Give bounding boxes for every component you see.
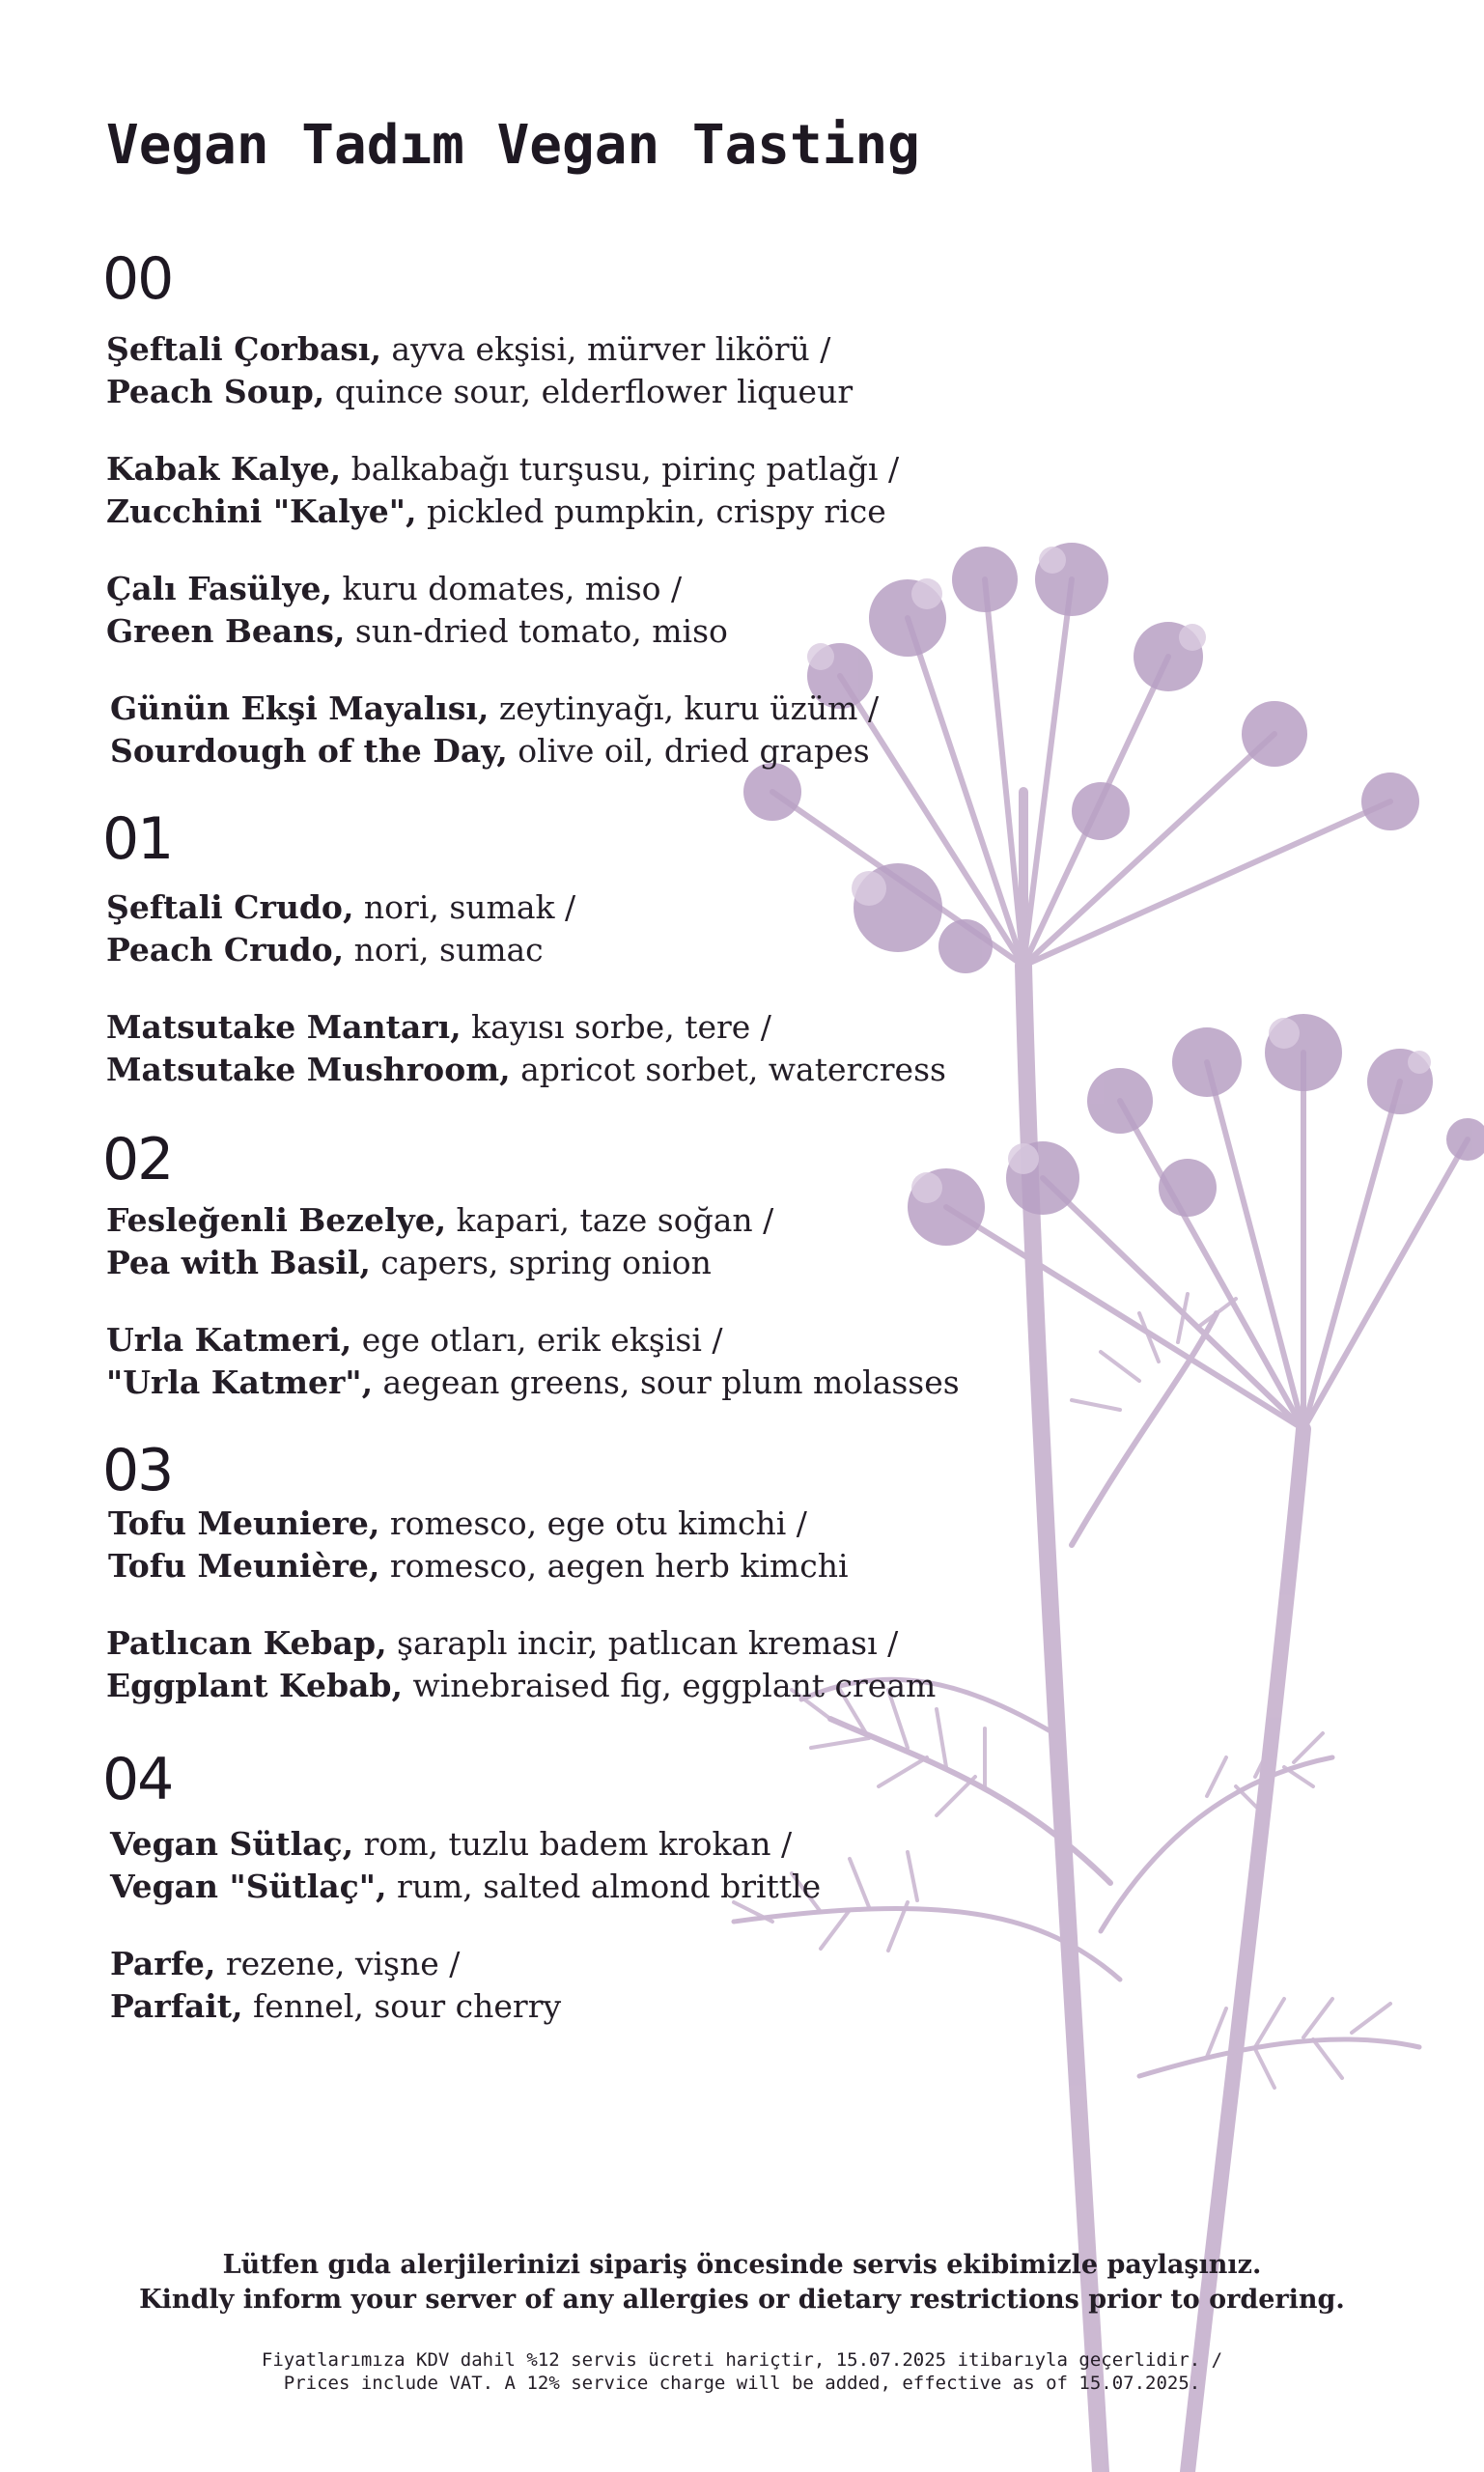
dish-line-en	[106, 610, 728, 653]
dish-name-tr: Günün Ekşi Mayalısı,	[110, 689, 490, 727]
course-number-00: 00	[102, 245, 173, 313]
dish-line-en	[108, 1545, 849, 1587]
dish-desc-en: sun-dried tomato, miso	[345, 612, 728, 650]
dish-desc-en: winebraised fig, eggplant cream	[403, 1667, 937, 1704]
dish-desc-tr: kapari, taze soğan /	[446, 1201, 774, 1239]
course-number-03: 03	[102, 1437, 173, 1504]
dish-eggplant-kebab	[106, 1622, 936, 1707]
dish-name-tr: Fesleğenli Bezelye,	[106, 1201, 447, 1239]
dish-line-en	[106, 1242, 773, 1284]
dish-line-tr	[108, 1503, 849, 1545]
dish-zucchini-kalye	[106, 448, 899, 533]
dish-name-en: "Urla Katmer",	[106, 1363, 374, 1401]
price-notice-en: Prices include VAT. A 12% service charge will be added, effective as of 15.07.2025.	[283, 2373, 1201, 2394]
dish-line-en	[106, 1362, 960, 1404]
dish-name-tr: Patlıcan Kebap,	[106, 1624, 387, 1662]
dish-line-tr	[106, 1199, 773, 1242]
dish-tofu-meuniere	[108, 1503, 849, 1587]
dish-name-tr: Şeftali Crudo,	[106, 888, 354, 926]
dish-name-tr: Vegan Sütlaç,	[110, 1825, 354, 1863]
dish-desc-en: apricot sorbet, watercress	[510, 1051, 946, 1088]
dish-line-en	[106, 491, 899, 533]
dish-green-beans	[106, 568, 728, 653]
dish-desc-tr: nori, sumak /	[353, 888, 576, 926]
dish-name-en: Pea with Basil,	[106, 1244, 371, 1281]
dish-name-en: Zucchini "Kalye",	[106, 492, 417, 530]
dish-line-tr	[110, 688, 879, 730]
dish-line-en	[110, 1866, 821, 1908]
dish-name-en: Vegan "Sütlaç",	[110, 1868, 387, 1905]
dish-desc-en: quince sour, elderflower liqueur	[324, 373, 854, 410]
dish-name-en: Sourdough of the Day,	[110, 732, 508, 770]
dish-name-tr: Parfe,	[110, 1945, 216, 1982]
dish-desc-tr: balkabağı turşusu, pirinç patlağı /	[341, 450, 900, 488]
menu-title: Vegan Tadım Vegan Tasting	[106, 114, 920, 177]
dish-vegan-sutlac	[110, 1823, 821, 1908]
dish-desc-tr: zeytinyağı, kuru üzüm /	[489, 689, 880, 727]
dish-line-en	[106, 1049, 946, 1091]
price-notice-tr: Fiyatlarımıza KDV dahil %12 servis ücreti hariçtir, 15.07.2025 itibarıyla geçerlidir. /	[261, 2349, 1223, 2371]
dish-desc-en: romesco, aegen herb kimchi	[379, 1547, 849, 1585]
dish-name-en: Peach Crudo,	[106, 931, 345, 969]
allergy-notice	[0, 2248, 1484, 2318]
dish-matsutake	[106, 1006, 946, 1091]
dish-desc-tr: kuru domates, miso /	[331, 570, 683, 607]
dish-name-tr: Matsutake Mantarı,	[106, 1008, 462, 1046]
dish-name-en: Tofu Meunière,	[108, 1547, 380, 1585]
dish-desc-tr: rom, tuzlu badem krokan /	[353, 1825, 793, 1863]
dish-desc-en: rum, salted almond brittle	[386, 1868, 822, 1905]
dish-line-en	[110, 1985, 561, 2028]
dish-parfait	[110, 1943, 561, 2028]
dish-line-tr	[110, 1943, 561, 1985]
dish-desc-en: pickled pumpkin, crispy rice	[416, 492, 886, 530]
dish-desc-tr: şaraplı incir, patlıcan kreması /	[386, 1624, 899, 1662]
dish-name-en: Eggplant Kebab,	[106, 1667, 403, 1704]
dish-name-en: Green Beans,	[106, 612, 346, 650]
course-number-04: 04	[102, 1746, 173, 1813]
dish-desc-en: fennel, sour cherry	[242, 1987, 562, 2025]
dish-name-tr: Tofu Meuniere,	[108, 1504, 380, 1542]
course-number-01: 01	[102, 805, 173, 873]
dish-desc-tr: ayva ekşisi, mürver likörü /	[380, 330, 831, 368]
dish-desc-tr: ege otları, erik ekşisi /	[351, 1321, 723, 1359]
dish-line-en	[106, 371, 853, 413]
dish-line-tr	[106, 328, 853, 371]
dish-line-en	[106, 929, 575, 971]
dish-desc-tr: rezene, vişne /	[215, 1945, 461, 1982]
dish-peach-crudo	[106, 886, 575, 971]
dish-line-tr	[106, 568, 728, 610]
dish-name-en: Parfait,	[110, 1987, 243, 2025]
dish-peach-soup	[106, 328, 853, 413]
dish-desc-tr: romesco, ege otu kimchi /	[379, 1504, 807, 1542]
dish-name-tr: Şeftali Çorbası,	[106, 330, 381, 368]
allergy-notice-tr: Lütfen gıda alerjilerinizi sipariş öncesinde servis ekibimizle paylaşınız.	[222, 2250, 1262, 2280]
dish-name-tr: Kabak Kalye,	[106, 450, 342, 488]
dish-sourdough	[110, 688, 879, 772]
dish-name-en: Matsutake Mushroom,	[106, 1051, 511, 1088]
dish-line-tr	[106, 448, 899, 491]
dish-line-tr	[106, 1319, 960, 1362]
dish-line-tr	[106, 886, 575, 929]
dish-desc-tr: kayısı sorbe, tere /	[461, 1008, 771, 1046]
price-notice	[0, 2348, 1484, 2395]
course-number-02: 02	[102, 1126, 173, 1194]
dish-name-en: Peach Soup,	[106, 373, 325, 410]
dish-line-en	[106, 1665, 936, 1707]
dish-line-tr	[110, 1823, 821, 1866]
dish-urla-katmer	[106, 1319, 960, 1404]
dish-line-tr	[106, 1622, 936, 1665]
dish-pea-with-basil	[106, 1199, 773, 1284]
allergy-notice-en: Kindly inform your server of any allergies or dietary restrictions prior to ordering.	[139, 2285, 1345, 2315]
dish-name-tr: Urla Katmeri,	[106, 1321, 352, 1359]
dish-desc-en: aegean greens, sour plum molasses	[373, 1363, 960, 1401]
dish-desc-en: nori, sumac	[344, 931, 544, 969]
dish-name-tr: Çalı Fasülye,	[106, 570, 332, 607]
dish-line-en	[110, 730, 879, 772]
dish-line-tr	[106, 1006, 946, 1049]
dish-desc-en: olive oil, dried grapes	[507, 732, 870, 770]
dish-desc-en: capers, spring onion	[370, 1244, 712, 1281]
